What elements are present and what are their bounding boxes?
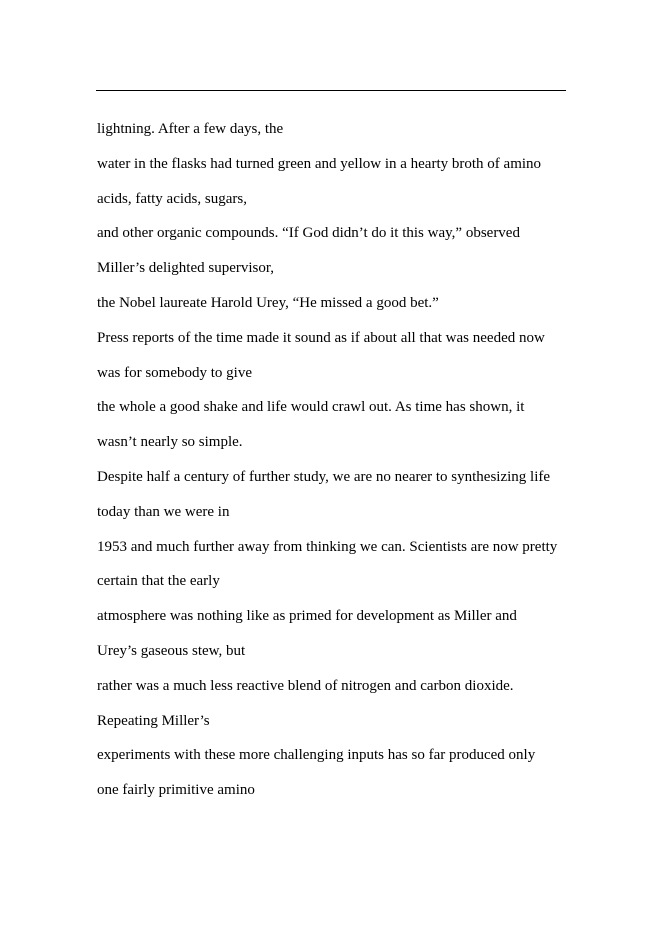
text-line: and other organic compounds. “If God didn’t do it this way,” observed [97, 225, 520, 242]
text-line: was for somebody to give [97, 364, 252, 381]
text-line: Miller’s delighted supervisor, [97, 260, 275, 277]
text-line: rather was a much less reactive blend of nitrogen and carbon dioxide. [97, 677, 514, 694]
text-line: Despite half a century of further study, we are no nearer to synthesizing life [97, 468, 551, 485]
text-line: acids, fatty acids, sugars, [97, 190, 247, 207]
text-line: Repeating Miller’s [97, 712, 210, 729]
text-line: experiments with these more challenging inputs has so far produced only [97, 747, 536, 764]
body-text [97, 112, 577, 808]
text-line: the Nobel laureate Harold Urey, “He missed a good bet.” [97, 294, 439, 311]
text-line: atmosphere was nothing like as primed for development as Miller and [97, 608, 517, 625]
header-rule [96, 90, 566, 91]
text-line: one fairly primitive amino [97, 782, 255, 799]
text-line: lightning. After a few days, the [97, 121, 284, 137]
text-line: Urey’s gaseous stew, but [97, 642, 246, 659]
text-line: the whole a good shake and life would crawl out. As time has shown, it [97, 399, 525, 416]
text-line: 1953 and much further away from thinking we can. Scientists are now pretty [97, 538, 558, 555]
text-line: Press reports of the time made it sound as if about all that was needed now [97, 329, 545, 346]
text-line: certain that the early [97, 573, 220, 590]
text-line: wasn’t nearly so simple. [97, 434, 243, 451]
text-line: water in the flasks had turned green and yellow in a hearty broth of amino [97, 155, 542, 172]
text-line: today than we were in [97, 503, 230, 520]
